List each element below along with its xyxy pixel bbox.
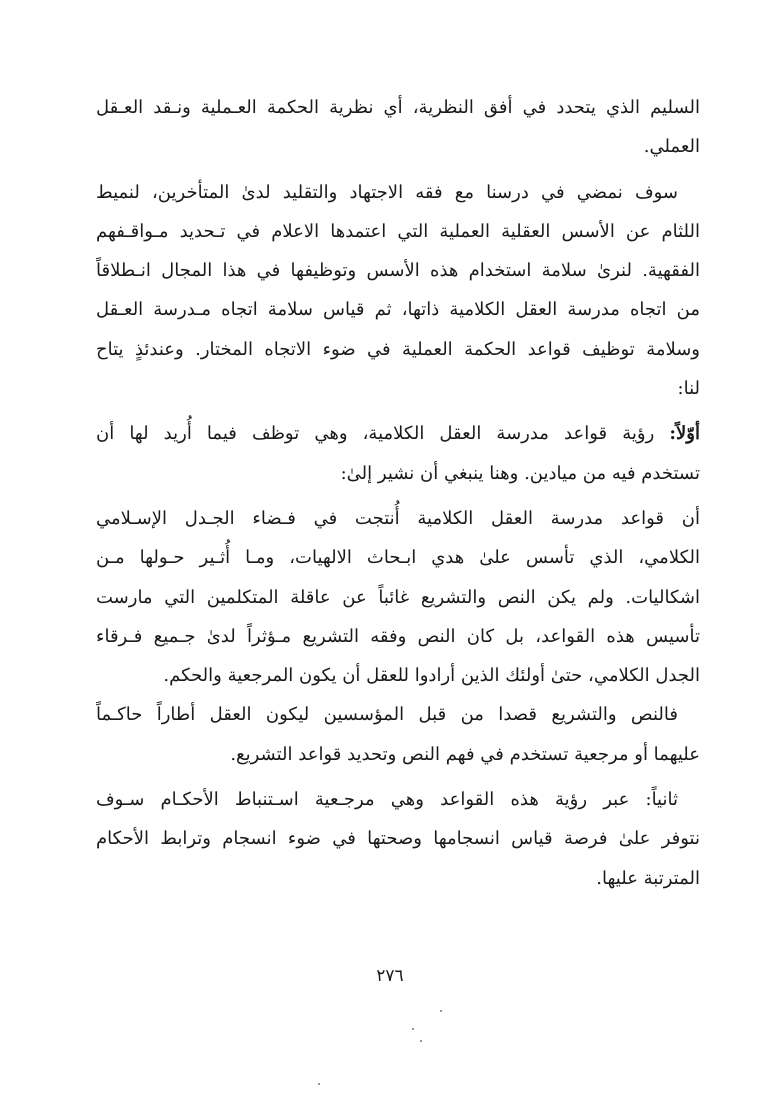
text-line bbox=[96, 414, 700, 453]
text-line: الكلامي، الذي تأسس علىٰ هدي ابـحاث الالهيات، ومـا أُثـير حـولها مـن bbox=[96, 547, 700, 569]
scan-speck bbox=[318, 1083, 320, 1085]
paragraph-5 bbox=[96, 695, 700, 774]
text-line: تستخدم فيه من ميادين. وهنا ينبغي أن نشير إلىٰ: bbox=[340, 462, 700, 484]
text-line: العملي. bbox=[643, 136, 700, 158]
text-line: عليهما أو مرجعية تستخدم في فهم النص وتحديد قواعد التشريع. bbox=[230, 743, 700, 765]
text-line: الفقهية. لنرىٰ سلامة استخدام هذه الأسس وتوظيفها في هذا المجال انـطلاقاً bbox=[96, 260, 700, 282]
paragraph-4 bbox=[96, 499, 700, 695]
paragraph-1 bbox=[96, 88, 700, 167]
text-line: نتوفر علىٰ فرصة قياس انسجامها وصحتها في ضوء انسجام وترابط الأحكام bbox=[96, 828, 700, 850]
paragraph-6 bbox=[96, 780, 700, 898]
text-line: المترتبة عليها. bbox=[596, 867, 700, 889]
scan-speck bbox=[420, 1040, 422, 1042]
text-line: من اتجاه مدرسة العقل الكلامية ذاتها، ثم قياس سلامة اتجاه مـدرسة العـقل bbox=[96, 299, 700, 321]
text-line: اشكاليات. ولم يكن النص والتشريع غائباً عن عاقلة المتكلمين التي مارست bbox=[96, 586, 700, 608]
text-line: تأسيس هذه القواعد، بل كان النص وفقه التشريع مـؤثراً لدىٰ جـميع فـرقاء bbox=[96, 625, 700, 647]
body-text bbox=[96, 88, 700, 898]
text-line: فالنص والتشريع قصدا من قبل المؤسسين ليكون العقل أطاراً حاكـماً bbox=[96, 704, 678, 726]
text-line: ثانياً: عبر رؤية هذه القواعد وهي مرجـعية اسـتنباط الأحكـام سـوف bbox=[96, 789, 678, 811]
text-line: اللثام عن الأسس العقلية العملية التي اعتمدها الاعلام في تـحديد مـواقـفهم bbox=[96, 220, 700, 242]
text-line: وسلامة توظيف قواعد الحكمة العملية في ضوء الاتجاه المختار. وعندئذٍ يتاح bbox=[96, 338, 700, 360]
page-number: ٢٧٦ bbox=[376, 966, 404, 986]
text-line: أن قواعد مدرسة العقل الكلامية أُنتجت في فـضاء الجـدل الإسـلامي bbox=[96, 507, 700, 529]
text-line: الجدل الكلامي، حتىٰ أولئك الذين أرادوا للعقل أن يكون المرجعية والحكم. bbox=[163, 665, 700, 687]
paragraph-2 bbox=[96, 173, 700, 409]
scan-speck bbox=[412, 1028, 414, 1030]
text-line: سوف نمضي في درسنا مع فقه الاجتهاد والتقليد لدىٰ المتأخرين، لنميط bbox=[96, 181, 678, 203]
section-heading-first: أوّلاً: bbox=[669, 423, 700, 445]
text-line: السليم الذي يتحدد في أفق النظرية، أي نظرية الحكمة العـملية ونـقد العـقل bbox=[96, 97, 700, 118]
text-run: رؤية قواعد مدرسة العقل الكلامية، وهي توظف فيما أُريد لها أن bbox=[96, 423, 655, 445]
paragraph-3 bbox=[96, 414, 700, 493]
text-line: لنا: bbox=[677, 378, 700, 400]
scan-speck bbox=[440, 1010, 442, 1012]
